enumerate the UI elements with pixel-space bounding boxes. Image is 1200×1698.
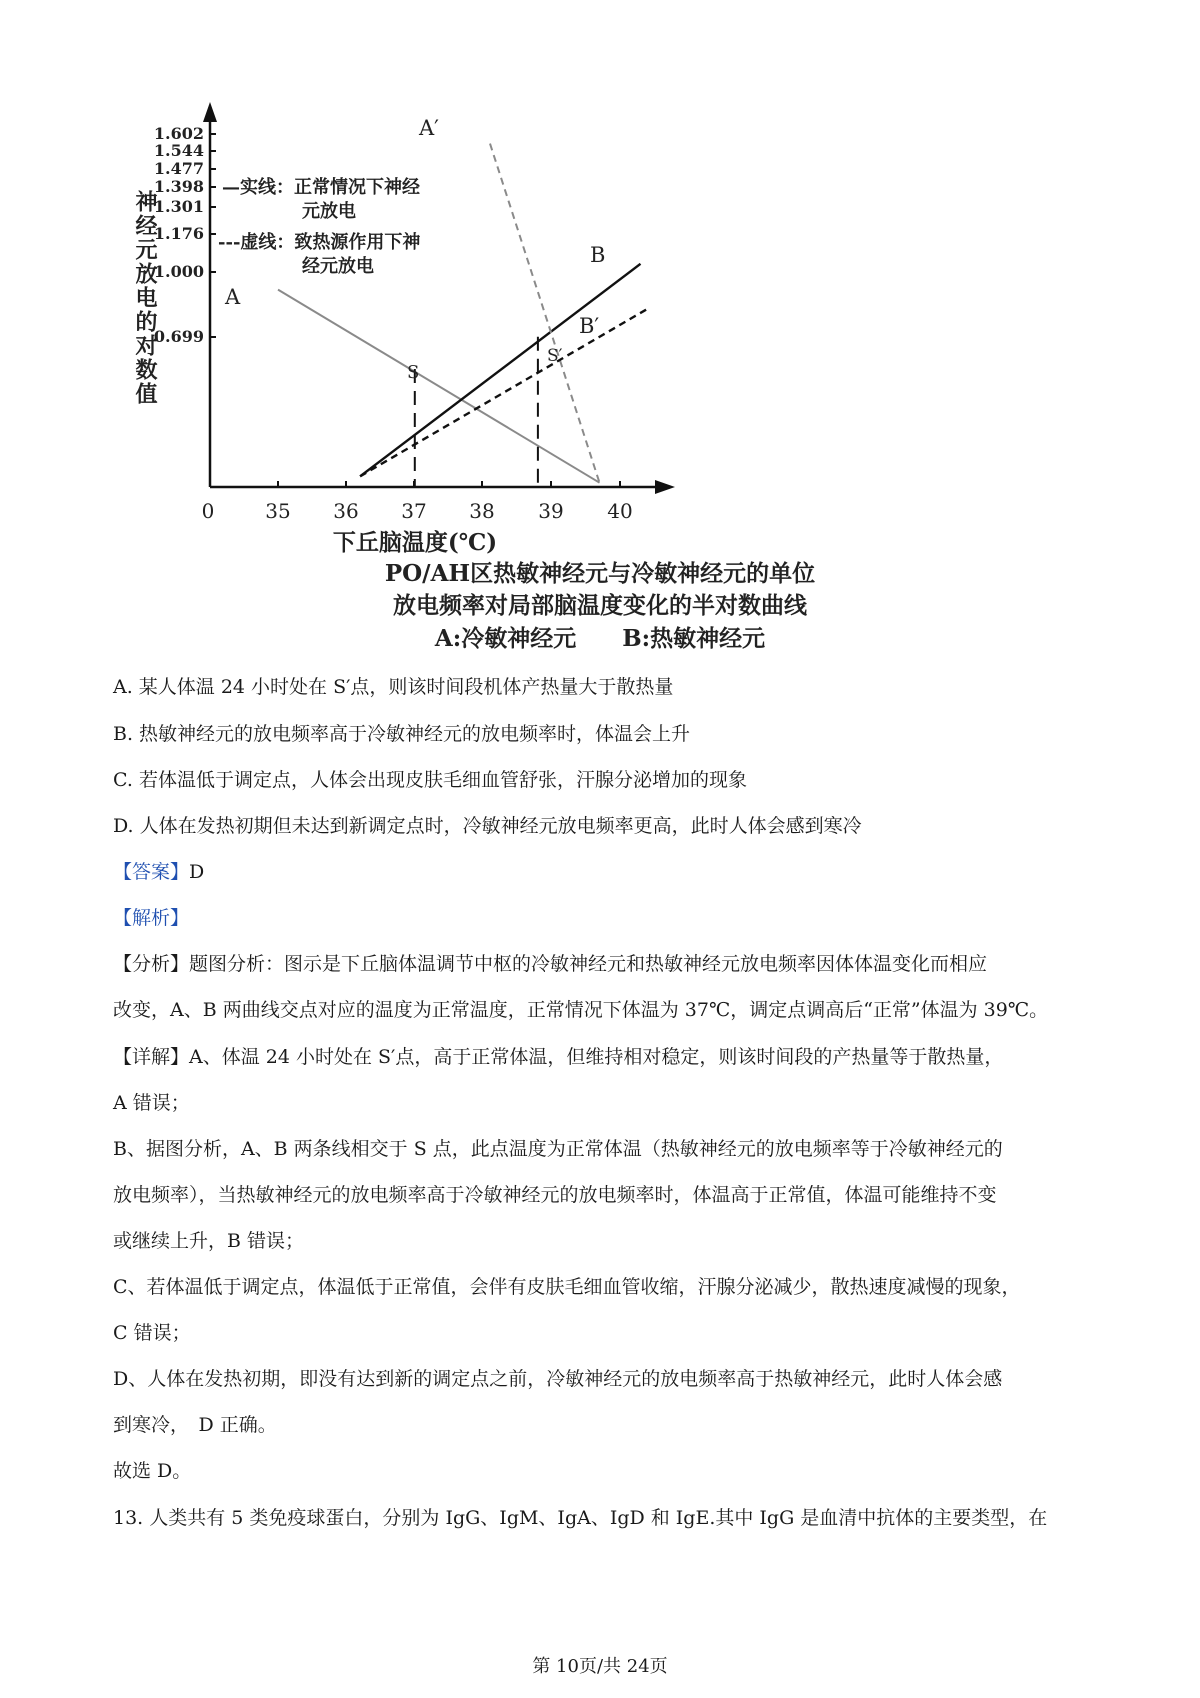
option-d: D. 人体在发热初期但未达到新调定点时，冷敏神经元放电频率更高，此时人体会感到寒冷	[113, 815, 862, 837]
answer-value: D	[189, 861, 205, 883]
x-tick-label: 39	[538, 499, 564, 523]
xiangjie-line-10: 故选 D。	[113, 1460, 192, 1482]
page-footer: 第 10页/共 24页	[532, 1656, 668, 1677]
legend	[218, 176, 420, 277]
xiangjie-line-5: 或继续上升，B 错误；	[113, 1230, 305, 1252]
label-S-prime: S′	[547, 346, 563, 366]
x-tick-label: 40	[607, 499, 633, 523]
analysis-heading	[113, 895, 1103, 941]
x-tick-label: 35	[265, 499, 291, 523]
figure-caption-line-2: 放电频率对局部脑温度变化的半对数曲线	[393, 592, 807, 619]
xiangjie-line-8: D、人体在发热初期，即没有达到新的调定点之前，冷敏神经元的放电频率高于热敏神经元，此时人体会感	[113, 1368, 1003, 1390]
label-B-prime: B′	[579, 314, 600, 338]
xiangjie-line-2: A 错误；	[113, 1092, 190, 1114]
legend-solid-line-2: 元放电	[302, 201, 356, 222]
y-ticks	[154, 124, 216, 346]
temperature-neuron-chart	[0, 0, 1200, 560]
y-tick-label: 0.699	[153, 327, 204, 346]
label-B: B	[590, 243, 606, 267]
fenxi-text-1: 题图分析：图示是下丘脑体温调节中枢的冷敏神经元和热敏神经元放电频率因体体温变化而相应	[189, 953, 988, 975]
xiangjie-line-3: B、据图分析，A、B 两条线相交于 S 点，此点温度为正常体温（热敏神经元的放电频率等于冷敏神经元的	[113, 1138, 1003, 1160]
xiangjie-line-6: C、若体温低于调定点，体温低于正常值，会伴有皮肤毛细血管收缩，汗腺分泌减少，散热速度减慢的现象，	[113, 1276, 1021, 1298]
fenxi-line-2: 改变，A、B 两曲线交点对应的温度为正常温度，正常情况下体温为 37℃，调定点调高后“正常”体温为 39℃。	[113, 999, 1049, 1021]
answer-tag: 【答案】	[113, 861, 190, 883]
label-A: A	[225, 285, 241, 309]
figure-caption-line-3: A:冷敏神经元 B:热敏神经元	[434, 625, 766, 652]
x-axis-label: 下丘脑温度(℃)	[332, 529, 498, 556]
y-axis-arrow	[203, 102, 217, 122]
option-a: A. 某人体温 24 小时处在 S′点，则该时间段机体产热量大于散热量	[113, 676, 674, 698]
series-line-A	[278, 290, 600, 483]
xiangjie-line-4: 放电频率），当热敏神经元的放电频率高于冷敏神经元的放电频率时，体温高于正常值，体温可能维持不变	[113, 1184, 997, 1206]
y-axis-label: 神经元放电的对数值	[132, 190, 158, 406]
legend-dashed-line-1: ---虚线：致热源作用下神	[218, 232, 421, 253]
legend-solid-line-1: —实线：正常情况下神经	[222, 177, 420, 198]
x-tick-label: 37	[401, 499, 427, 523]
label-A-prime: A′	[419, 116, 439, 140]
y-tick-label: 1.301	[153, 197, 204, 216]
y-tick-label: 1.000	[153, 262, 204, 281]
xiangjie-text-1: A、体温 24 小时处在 S′点，高于正常体温，但维持相对稳定，则该时间段的产热量等于散热量，	[189, 1046, 1004, 1068]
option-b: B. 热敏神经元的放电频率高于冷敏神经元的放电频率时，体温会上升	[113, 723, 691, 745]
xiangjie-tag: 【详解】	[113, 1046, 190, 1068]
xiangjie-line-7: C 错误；	[113, 1322, 191, 1344]
series-line-B′	[360, 309, 647, 476]
x-tick-label: 38	[469, 499, 495, 523]
x-tick-label: 0	[201, 499, 215, 523]
legend-dashed-line-2: 经元放电	[302, 256, 374, 277]
y-tick-label: 1.398	[153, 177, 204, 196]
x-tick-label: 36	[333, 499, 359, 523]
fenxi-tag: 【分析】	[113, 953, 190, 975]
analysis-tag: 【解析】	[113, 907, 190, 929]
question-13: 13. 人类共有 5 类免疫球蛋白，分别为 IgG、IgM、IgA、IgD 和 IgE.其中 IgG 是血清中抗体的主要类型，在	[113, 1507, 1048, 1529]
y-tick-label: 1.602	[153, 124, 204, 143]
label-S: S	[407, 362, 420, 383]
y-tick-label: 1.477	[153, 159, 204, 178]
answer-line	[113, 849, 1103, 895]
fenxi-line-1	[113, 941, 1103, 987]
x-axis-arrow	[655, 480, 675, 494]
xiangjie-line-1	[113, 1034, 1103, 1080]
series-line-B	[360, 264, 640, 477]
option-c: C. 若体温低于调定点，人体会出现皮肤毛细血管舒张，汗腺分泌增加的现象	[113, 769, 747, 791]
y-tick-label: 1.544	[153, 141, 204, 160]
xiangjie-line-9: 到寒冷， D 正确。	[113, 1414, 277, 1436]
y-tick-label: 1.176	[153, 224, 204, 243]
figure-caption-line-1: PO/AH区热敏神经元与冷敏神经元的单位	[384, 560, 816, 587]
